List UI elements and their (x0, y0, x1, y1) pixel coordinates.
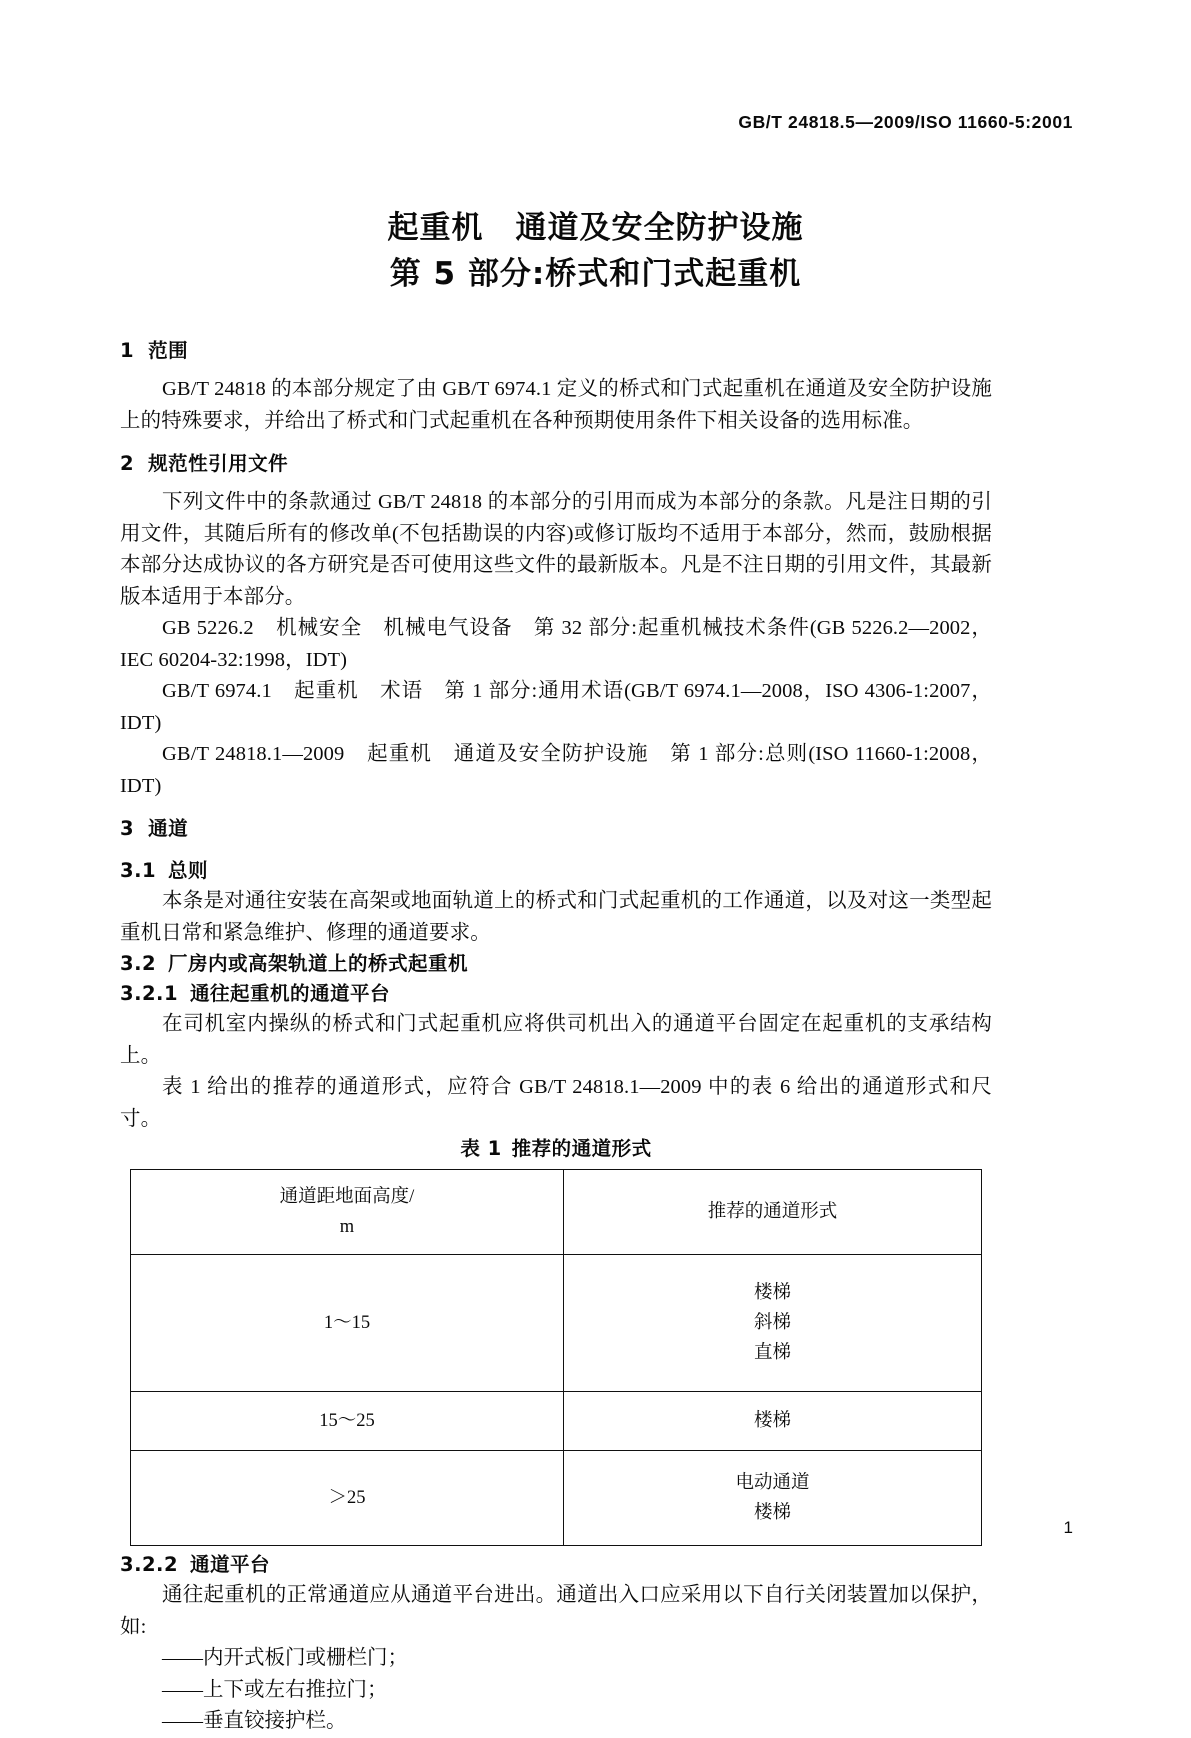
running-head: GB/T 24818.5—2009/ISO 11660-5:2001 (738, 112, 1073, 132)
table-cell-form-item: 电动通道 (735, 1473, 810, 1493)
section-heading-3-2-1 (120, 979, 992, 1009)
table-cell-forms-1 (564, 1255, 982, 1392)
table-1 (130, 1169, 982, 1546)
section-number-3-2: 3.2 (120, 952, 157, 975)
section-title-3: 通道 (148, 817, 189, 840)
section-heading-3 (120, 814, 992, 844)
table-cell-form-item: 楼梯 (753, 1411, 791, 1431)
section-3-2-2-paragraph: 通往起重机的正常通道应从通道平台进出。通道出入口应采用以下自行关闭装置加以保护，如: (120, 1584, 992, 1638)
table-cell-form-item: 楼梯 (753, 1503, 791, 1523)
table-row (131, 1392, 982, 1451)
section-heading-3-2 (120, 949, 992, 979)
section-1-paragraph: GB/T 24818 的本部分规定了由 GB/T 6974.1 定义的桥式和门式起重机在通道及安全防护设施上的特殊要求，并给出了桥式和门式起重机在各种预期使用条件下相关设备的选用标准。 (120, 378, 992, 432)
table-cell-form-item: 斜梯 (753, 1313, 791, 1333)
table-1-label: 表 1 (460, 1137, 502, 1160)
table-cell-forms-3 (564, 1451, 982, 1546)
table-header-cell-height (131, 1170, 564, 1255)
page-number: 1 (1063, 1518, 1073, 1537)
section-heading-1 (120, 336, 992, 366)
section-number-3-1: 3.1 (120, 859, 157, 882)
table-header-cell-form: 推荐的通道形式 (564, 1170, 982, 1255)
table-cell-range-1: 1～15 (131, 1255, 564, 1392)
table-cell-range-2: 15～25 (131, 1392, 564, 1451)
table-header-height-line1: 通道距地面高度/ (279, 1187, 415, 1207)
section-heading-2 (120, 449, 992, 479)
section-title-3-2: 厂房内或高架轨道上的桥式起重机 (168, 952, 469, 975)
document-title-line1: 起重机 通道及安全防护设施 (387, 210, 804, 246)
section-title-3-2-1: 通往起重机的通道平台 (190, 982, 391, 1005)
list-item: ——上下或左右推拉门； (162, 1678, 388, 1701)
table-header-row (131, 1170, 982, 1255)
normative-ref-1: GB 5226.2 机械安全 机械电气设备 第 32 部分:起重机械技术条件(GB 5226.2—2002，IEC 60204-32:1998，IDT) (120, 617, 992, 671)
section-3-2-1-paragraph-1: 在司机室内操纵的桥式和门式起重机应将供司机出入的通道平台固定在起重机的支承结构上。 (120, 1013, 992, 1067)
section-number-1: 1 (120, 339, 135, 362)
document-title-line2: 第 5 部分:桥式和门式起重机 (389, 256, 802, 292)
section-number-2: 2 (120, 452, 135, 475)
section-heading-3-2-2 (120, 1550, 992, 1580)
section-2-paragraph: 下列文件中的条款通过 GB/T 24818 的本部分的引用而成为本部分的条款。凡是注日期的引用文件，其随后所有的修改单(不包括勘误的内容)或修订版均不适用于本部分，然而，鼓励根据本部分达成协议的各方研究是否可使用这些文件的最新版本。凡是不注日期的引用文件，其最新版本适用于本部分。 (120, 491, 992, 608)
list-item: ——垂直铰接护栏。 (162, 1710, 347, 1732)
section-number-3: 3 (120, 817, 135, 840)
table-row (131, 1451, 982, 1546)
section-3-1-paragraph: 本条是对通往安装在高架或地面轨道上的桥式和门式起重机的工作通道，以及对这一类型起重机日常和紧急维护、修理的通道要求。 (120, 890, 992, 944)
section-number-3-2-2: 3.2.2 (120, 1553, 179, 1576)
document-body (120, 336, 992, 1738)
table-1-title: 推荐的通道形式 (511, 1137, 652, 1160)
normative-ref-3: GB/T 24818.1—2009 起重机 通道及安全防护设施 第 1 部分:总则(ISO 11660-1:2008，IDT) (120, 743, 992, 797)
table-cell-form-item: 楼梯 (753, 1283, 791, 1303)
section-title-3-2-2: 通道平台 (190, 1553, 271, 1576)
section-number-3-2-1: 3.2.1 (120, 982, 179, 1005)
table-header-height-line2: m (339, 1217, 355, 1237)
list-item: ——内开式板门或栅栏门； (162, 1647, 409, 1669)
section-heading-3-1 (120, 856, 992, 886)
table-cell-range-3: ＞25 (131, 1451, 564, 1546)
normative-ref-2: GB/T 6974.1 起重机 术语 第 1 部分:通用术语(GB/T 6974.1—2008，ISO 4306-1:2007，IDT) (120, 680, 992, 734)
document-title (0, 205, 1191, 297)
section-title-2: 规范性引用文件 (148, 452, 289, 475)
table-cell-form-item: 直梯 (753, 1343, 791, 1363)
table-cell-forms-2 (564, 1392, 982, 1451)
section-title-1: 范围 (148, 339, 189, 362)
table-1-caption (120, 1135, 992, 1163)
section-3-2-1-paragraph-2: 表 1 给出的推荐的通道形式，应符合 GB/T 24818.1—2009 中的表 6 给出的通道形式和尺寸。 (120, 1076, 992, 1130)
section-title-3-1: 总则 (168, 859, 209, 882)
table-row (131, 1255, 982, 1392)
